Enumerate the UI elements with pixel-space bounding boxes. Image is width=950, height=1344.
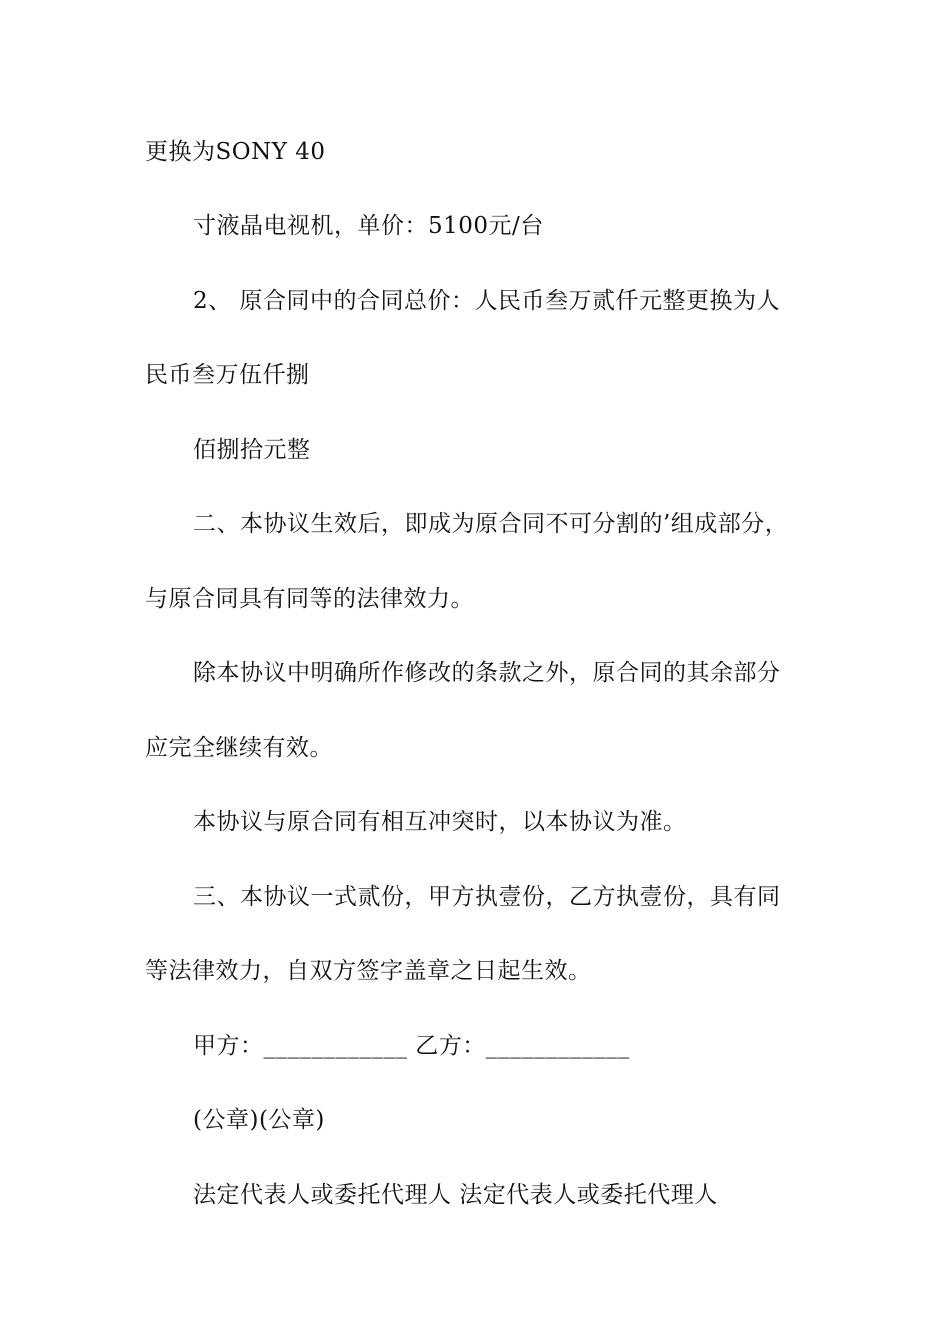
paragraph-line: 2、 原合同中的合同总价：人民币叁万贰仟元整更换为人: [193, 288, 780, 314]
paragraph-line: 三、本协议一式贰份，甲方执壹份，乙方执壹份，具有同: [193, 884, 781, 910]
paragraph-line: 应完全继续有效。: [145, 735, 333, 761]
paragraph-line: 与原合同具有同等的法律效力。: [145, 586, 474, 612]
paragraph-line: 除本协议中明确所作修改的条款之外，原合同的其余部分: [193, 660, 781, 686]
paragraph-line: 更换为SONY 40: [145, 139, 326, 165]
seal-line: (公章)(公章): [193, 1107, 325, 1133]
representative-line: 法定代表人或委托代理人 法定代表人或委托代理人: [193, 1182, 718, 1208]
paragraph-line: 二、本协议生效后，即成为原合同不可分割的’组成部分，: [193, 511, 789, 537]
paragraph-line: 民币叁万伍仟捌: [145, 362, 310, 388]
paragraph-line: 寸液晶电视机，单价：5100元/台: [193, 213, 544, 239]
paragraph-line: 本协议与原合同有相互冲突时，以本协议为准。: [193, 809, 687, 835]
paragraph-line: 等法律效力，自双方签字盖章之日起生效。: [145, 958, 592, 984]
signature-line: 甲方：____________ 乙方：____________: [193, 1033, 630, 1059]
paragraph-line: 佰捌拾元整: [193, 437, 311, 463]
